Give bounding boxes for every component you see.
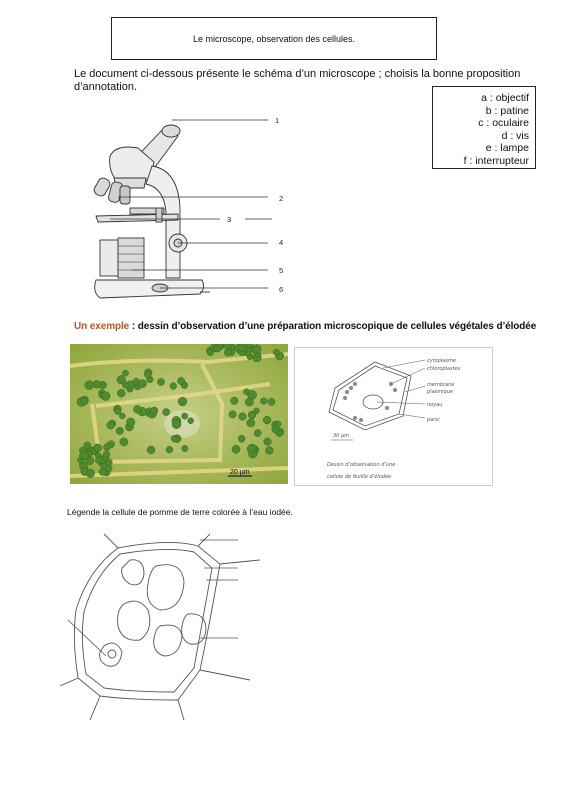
drawing-label-paroi: paroi (427, 417, 440, 423)
drawing-caption-line2: cellule de feuille d’élodée (327, 474, 392, 480)
choice-item: f : interrupteur (463, 154, 529, 167)
chloroplast-dot (95, 457, 101, 463)
elodea-drawing-svg (295, 348, 494, 487)
choice-item: d : vis (501, 129, 529, 142)
chloroplast-dot (86, 469, 95, 478)
chloroplast-dot (238, 435, 245, 442)
chloroplast-dot (261, 398, 268, 405)
chloroplast-dot (150, 408, 157, 415)
chloroplast-dot (172, 420, 181, 429)
chloroplast-dot (224, 344, 231, 349)
chloroplast-dot (166, 446, 173, 453)
chloroplast-dot (103, 444, 110, 451)
chloroplast-dot (247, 419, 255, 427)
chloroplast-dot (99, 468, 106, 475)
drawing-scale-label: 30 µm (333, 433, 350, 439)
chloroplast-dot (144, 371, 151, 378)
chloroplast-dot (238, 344, 247, 352)
chloroplast-dot (239, 413, 247, 421)
chloroplast-dot (182, 445, 188, 451)
chloroplast-dot (273, 349, 279, 355)
chloroplast-dot (264, 438, 272, 446)
drawing-label-noyau: noyau (427, 402, 443, 408)
chloroplast-dot (120, 438, 128, 446)
microscope-label-3: 3 (227, 215, 232, 224)
instruction-text: Le document ci-dessous présente le schéma d’un microscope ; choisis la bonne proposition d’annotation. (74, 68, 521, 93)
chloroplast-dot (107, 421, 115, 429)
microscope-label-6: 6 (279, 285, 284, 294)
chloroplast-dot (254, 430, 261, 437)
chloroplast-dot (229, 411, 236, 418)
chloroplast-dot (247, 445, 255, 453)
chloroplast-dot (94, 444, 102, 452)
chloroplast-dot (171, 435, 178, 442)
drawing-label-cytoplasme: cytoplasme (427, 358, 456, 364)
microscope-label-4: 4 (279, 238, 284, 247)
chloroplast-dot (232, 445, 240, 453)
photo-scale-label: 20 µm (230, 469, 250, 476)
chloroplast-dot (119, 413, 125, 419)
chloroplast-dot (163, 409, 170, 416)
chloroplast-dot (253, 345, 261, 353)
chloroplast-dot (188, 418, 194, 424)
chloroplast-dot (245, 398, 253, 406)
chloroplast-dot (126, 418, 135, 427)
chloroplast-dot (170, 383, 177, 390)
drawing-caption-line1: Dessin d’observation d’une (327, 462, 396, 468)
elodea-photo (70, 344, 288, 484)
microscope-label-1: 1 (275, 116, 280, 125)
chloroplast-dot (268, 398, 275, 405)
chloroplast-dot (93, 380, 101, 388)
example-text: : dessin d’observation d’une préparation microscopique de cellules végétales d’élodée (129, 321, 537, 332)
chloroplast-dot (133, 405, 141, 413)
chloroplast-dot (101, 392, 110, 401)
page-title: Le microscope, observation des cellules. (192, 33, 356, 44)
example-prefix: Un exemple (74, 321, 130, 332)
chloroplast-dot (177, 377, 184, 384)
chloroplast-dot (84, 442, 91, 449)
chloroplast-dot (231, 397, 239, 405)
chloroplast-dot (224, 349, 231, 356)
chloroplast-dot (122, 382, 129, 389)
example-heading (74, 321, 536, 332)
microscope-label-2: 2 (279, 194, 284, 203)
chloroplast-dot (243, 389, 249, 395)
potato-cell-diagram (60, 530, 260, 720)
choice-item: c : oculaire (478, 117, 529, 130)
chloroplast-dot (157, 378, 164, 385)
microscope-diagram (80, 108, 300, 308)
chloroplast-dot (80, 451, 89, 460)
microscope-label-5: 5 (279, 266, 284, 275)
choices-box (432, 86, 536, 169)
potato-instruction: Légende la cellule de pomme de terre colorée à l’eau iodée. (67, 507, 293, 517)
chloroplast-dot (215, 345, 221, 351)
chloroplast-dot (114, 408, 121, 415)
chloroplast-dot (147, 446, 155, 454)
chloroplast-dot (138, 380, 146, 388)
chloroplast-dot (178, 397, 187, 406)
chloroplast-dot (272, 426, 279, 433)
chloroplast-dot (182, 413, 188, 419)
chloroplast-dot (266, 447, 274, 455)
chloroplast-dot (81, 398, 88, 405)
drawing-label-plasmique: plasmique (427, 389, 453, 395)
chloroplast-dot (116, 427, 123, 434)
choice-item: e : lampe (485, 142, 529, 155)
chloroplast-dot (117, 389, 125, 397)
drawing-label-membrane: membrane (427, 382, 455, 388)
chloroplast-dot (85, 381, 94, 390)
chloroplast-dot (253, 408, 259, 414)
choice-item: a : objectif (481, 92, 529, 104)
elodea-drawing (294, 347, 493, 486)
chloroplast-dot (103, 451, 110, 458)
choice-item: b : patine (485, 104, 529, 117)
chloroplast-dot (263, 416, 271, 424)
drawing-label-chloroplastes: chloroplastes (427, 366, 461, 372)
chloroplast-dot (122, 370, 128, 376)
page-title-box (111, 17, 437, 60)
